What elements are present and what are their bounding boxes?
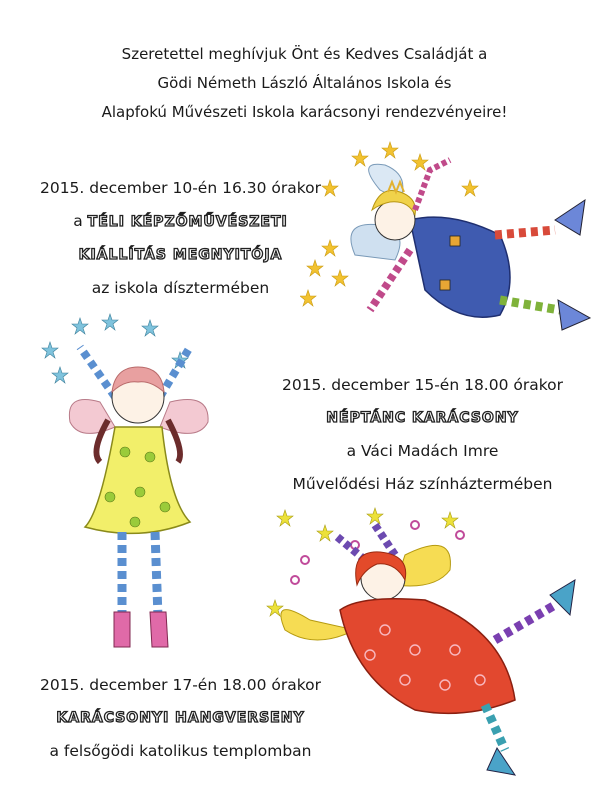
event-3-date: 2015. december 17-én 18.00 órakor: [39, 676, 322, 694]
event-2-venue-line-2: Művelődési Ház színháztermében: [292, 475, 553, 493]
intro-line-2: Gödi Németh László Általános Iskola és: [157, 74, 452, 92]
intro-line-1: Szeretettel meghívjuk Önt és Kedves Családját a: [121, 45, 488, 63]
event-1-title-part-2: KIÁLLÍTÁS MEGNYITÓJA: [78, 247, 283, 263]
event-1-venue: az iskola dísztermében: [91, 279, 270, 297]
event-1-date: 2015. december 10-én 16.30 órakor: [39, 179, 322, 197]
star-icon: [42, 314, 188, 383]
event-2-venue-line-1: a Váci Madách Imre: [346, 442, 499, 460]
event-3-title: KARÁCSONYI HANGVERSENY: [56, 710, 305, 726]
event-2: [250, 369, 595, 501]
event-2-title: NÉPTÁNC KARÁCSONY: [326, 410, 519, 426]
flying-fairy-red-dress-illustration: [265, 500, 600, 785]
intro-line-3: Alapfokú Művészeti Iskola karácsonyi rendezvényeire!: [101, 103, 508, 121]
invitation-intro: [0, 40, 609, 127]
event-1-prefix: a: [73, 212, 88, 230]
flying-fairy-blue-dress-illustration: [300, 140, 600, 350]
event-2-date: 2015. december 15-én 18.00 órakor: [281, 376, 564, 394]
standing-fairy-yellow-dress-illustration: [40, 312, 250, 657]
event-3-venue: a felsőgödi katolikus templomban: [49, 742, 312, 760]
event-1-title-part-1: TÉLI KÉPZŐMŰVÉSZETI: [87, 214, 288, 230]
